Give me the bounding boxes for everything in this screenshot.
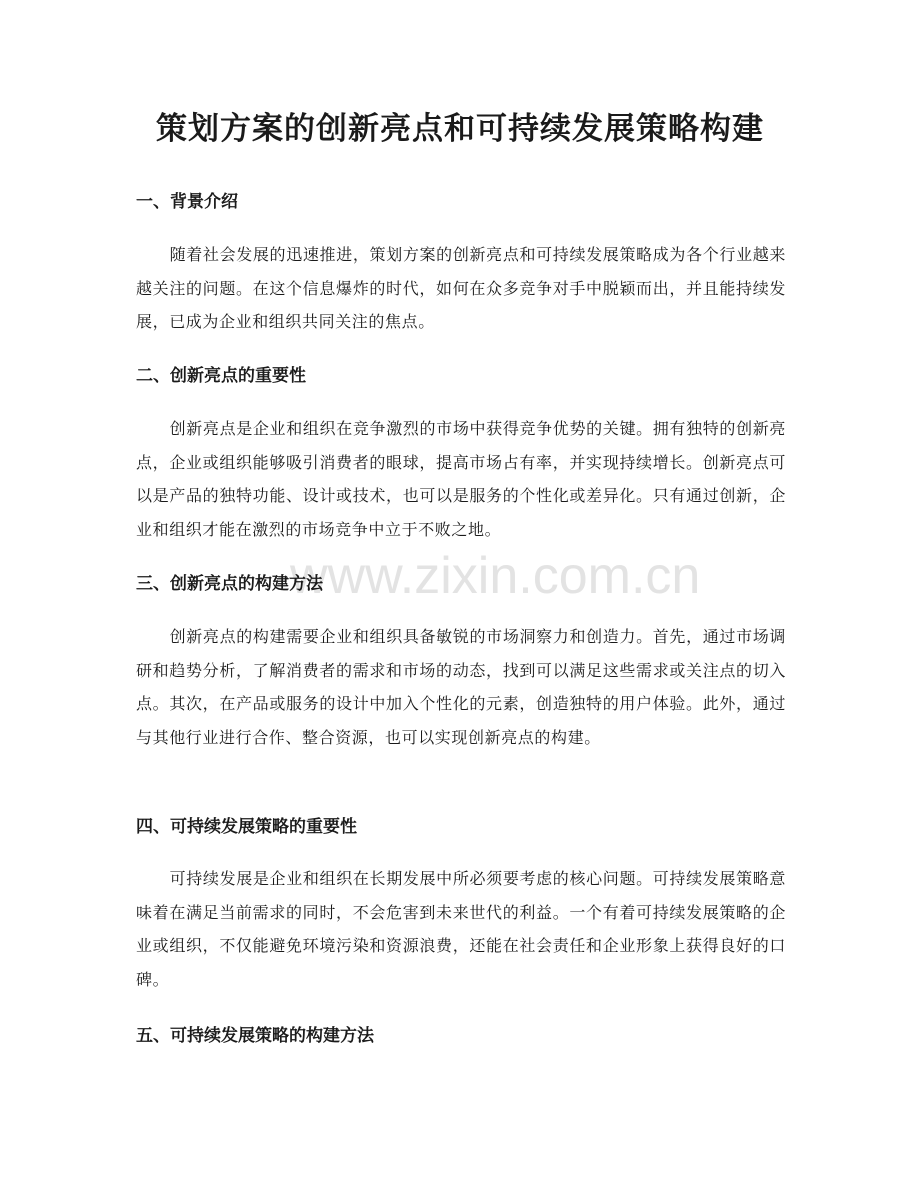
- section-heading-innovation-methods: 三、创新亮点的构建方法: [136, 574, 323, 594]
- section-heading-sustainability-importance: 四、可持续发展策略的重要性: [136, 817, 357, 837]
- paragraph-sustainability-importance: 可持续发展是企业和组织在长期发展中所必须要考虑的核心问题。可持续发展策略意味着在满足当前需求的同时，不会危害到未来世代的利益。一个有着可持续发展策略的企业或组织，不仅能避免环境污染和资源浪费，还能在社会责任和企业形象上获得良好的口碑。: [136, 869, 786, 989]
- paragraph-background: 随着社会发展的迅速推进，策划方案的创新亮点和可持续发展策略成为各个行业越来越关注的问题。在这个信息爆炸的时代，如何在众多竞争对手中脱颖而出，并且能持续发展，已成为企业和组织共同关注的焦点。: [136, 245, 786, 332]
- watermark: www.zixin.com.cn: [290, 547, 701, 605]
- paragraph-innovation-methods: 创新亮点的构建需要企业和组织具备敏锐的市场洞察力和创造力。首先，通过市场调研和趋势分析，了解消费者的需求和市场的动态，找到可以满足这些需求或关注点的切入点。其次，在产品或服务的设计中加入个性化的元素，创造独特的用户体验。此外，通过与其他行业进行合作、整合资源，也可以实现创新亮点的构建。: [136, 627, 786, 747]
- section-heading-background: 一、背景介绍: [136, 192, 238, 212]
- section-heading-sustainability-methods: 五、可持续发展策略的构建方法: [136, 1026, 374, 1046]
- section-heading-innovation-importance: 二、创新亮点的重要性: [136, 366, 306, 386]
- paragraph-innovation-importance: 创新亮点是企业和组织在竞争激烈的市场中获得竞争优势的关键。拥有独特的创新亮点，企业或组织能够吸引消费者的眼球，提高市场占有率，并实现持续增长。创新亮点可以是产品的独特功能、设计或技术，也可以是服务的个性化或差异化。只有通过创新，企业和组织才能在激烈的市场竞争中立于不败之地。: [136, 419, 786, 539]
- page-title: 策划方案的创新亮点和可持续发展策略构建: [156, 111, 764, 147]
